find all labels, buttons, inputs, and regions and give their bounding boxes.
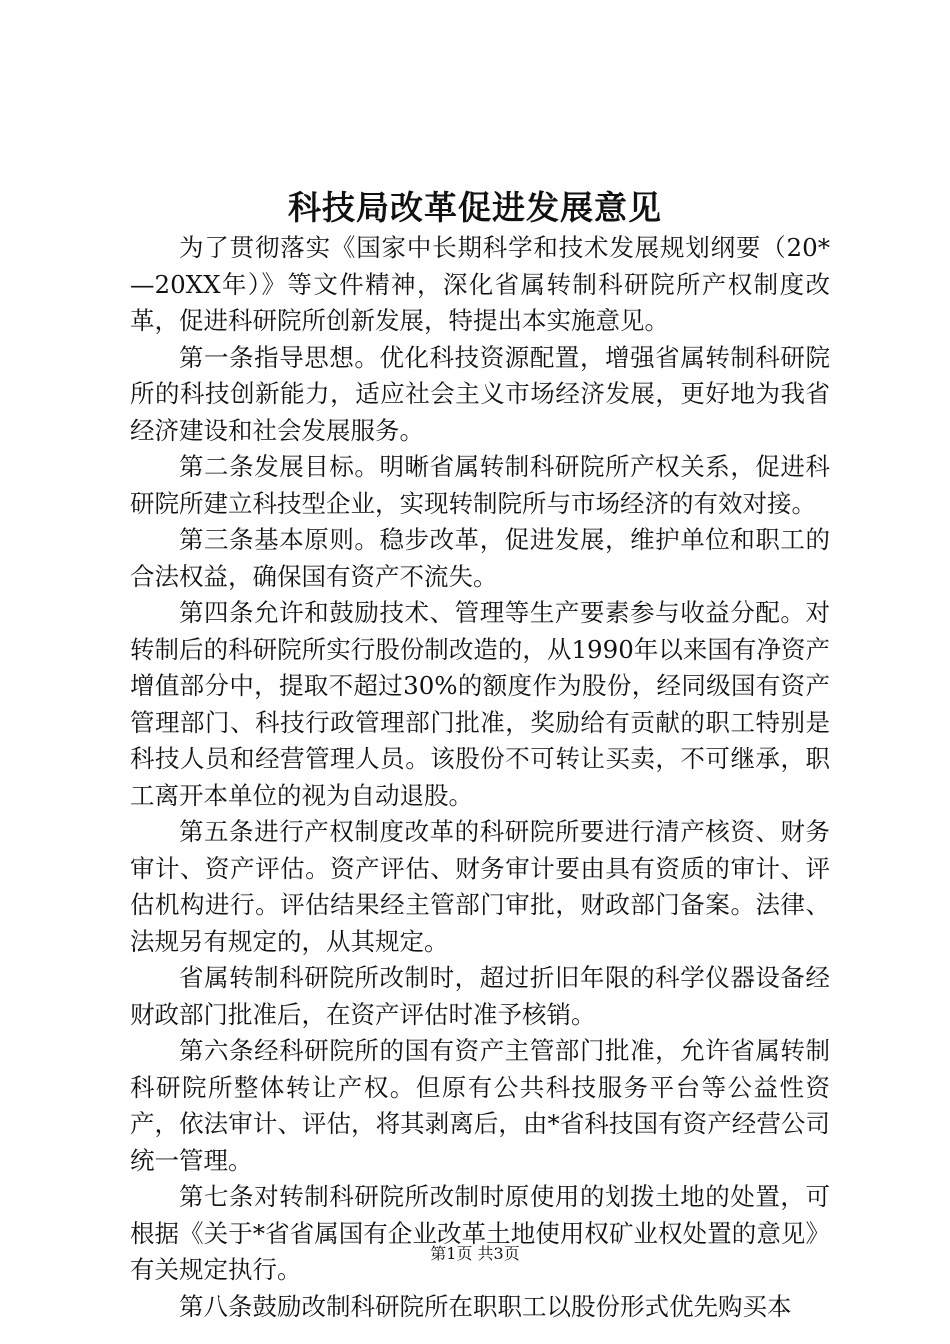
paragraph-article-8: 第八条鼓励改制科研院所在职职工以股份形式优先购买本	[179, 1291, 792, 1321]
page-number-footer: 第1页 共3页	[430, 1244, 520, 1263]
paragraph-article-3: 第三条基本原则。稳步改革，促进发展，维护单位和职工的合法权益，确保国有资产不流失。	[130, 525, 830, 591]
document-body	[130, 230, 830, 1325]
paragraph-article-6: 第六条经科研院所的国有资产主管部门批准，允许省属转制科研院所整体转让产权。但原有公共科技服务平台等公益性资产，依法审计、评估，将其剥离后，由*省科技国有资产经营公司统一管理。	[130, 1036, 830, 1175]
paragraph-article-1: 第一条指导思想。优化科技资源配置，增强省属转制科研院所的科技创新能力，适应社会主义市场经济发展，更好地为我省经济建设和社会发展服务。	[130, 342, 830, 445]
document-title: 科技局改革促进发展意见	[288, 188, 662, 227]
paragraph-article-5: 第五条进行产权制度改革的科研院所要进行清产核资、财务审计、资产评估。资产评估、财务审计要由具有资质的审计、评估机构进行。评估结果经主管部门审批，财政部门备案。法律、法规另有规定的，从其规定。	[130, 817, 830, 956]
paragraph-preface: 为了贯彻落实《国家中长期科学和技术发展规划纲要（20*—20XX年）》等文件精神，深化省属转制科研院所产权制度改革，促进科研院所创新发展，特提出本实施意见。	[130, 233, 830, 335]
paragraph-article-7: 第七条对转制科研院所改制时原使用的划拨土地的处置，可根据《关于*省省属国有企业改革土地使用权矿业权处置的意见》有关规定执行。	[130, 1182, 830, 1284]
paragraph-article-2: 第二条发展目标。明晰省属转制科研院所产权关系，促进科研院所建立科技型企业，实现转制院所与市场经济的有效对接。	[130, 452, 830, 518]
paragraph-article-5-supplement: 省属转制科研院所改制时，超过折旧年限的科学仪器设备经财政部门批准后，在资产评估时准予核销。	[130, 963, 830, 1029]
paragraph-article-4: 第四条允许和鼓励技术、管理等生产要素参与收益分配。对转制后的科研院所实行股份制改造的，从1990年以来国有净资产增值部分中，提取不超过30%的额度作为股份，经同级国有资产管理部门、科技行政管理部门批准，奖励给有贡献的职工特别是科技人员和经营管理人员。该股份不可转让买卖，不可继承，职工离开本单位的视为自动退股。	[130, 598, 830, 810]
